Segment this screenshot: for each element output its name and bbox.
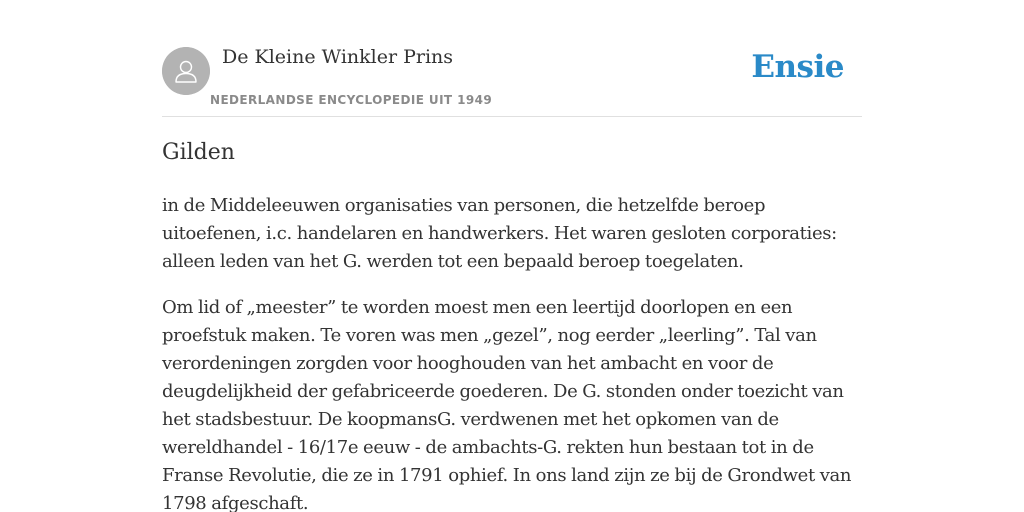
article-title: Gilden: [162, 140, 235, 165]
brand-logo[interactable]: Ensie: [751, 49, 844, 85]
article-page: [162, 0, 862, 512]
source-header: [162, 0, 862, 117]
article-paragraph: Om lid of „meester” te worden moest men een leertijd doorlopen en een proefstuk maken. Te voren was men „gezel”, nog eerder „leerling”. Tal van verordeningen zorgden voor hooghouden van het ambacht en voor de deugdelijkheid der gefabriceerde goederen. De G. stonden onder toezicht van het stadsbestuur. De koopmansG. verdwenen met het opkomen van de wereldhandel - 16/17e eeuw - de ambachts-G. rekten hun bestaan tot in de Franse Revolutie, die ze in 1791 ophief. In ons land zijn ze bij de Grondwet van 1798 afgeschaft.: [162, 297, 852, 512]
article-body: [162, 192, 862, 512]
source-name-link[interactable]: De Kleine Winkler Prins: [222, 46, 454, 68]
avatar-graphic: [162, 47, 210, 95]
article-paragraph: in de Middeleeuwen organisaties van personen, die hetzelfde beroep uitoefenen, i.c. handelaren en handwerkers. Het waren gesloten corporaties: alleen leden van het G. werden tot een bepaald beroep toegelaten.: [162, 195, 837, 272]
source-subtitle: NEDERLANDSE ENCYCLOPEDIE UIT 1949: [210, 93, 493, 107]
user-silhouette-icon[interactable]: [162, 47, 210, 95]
